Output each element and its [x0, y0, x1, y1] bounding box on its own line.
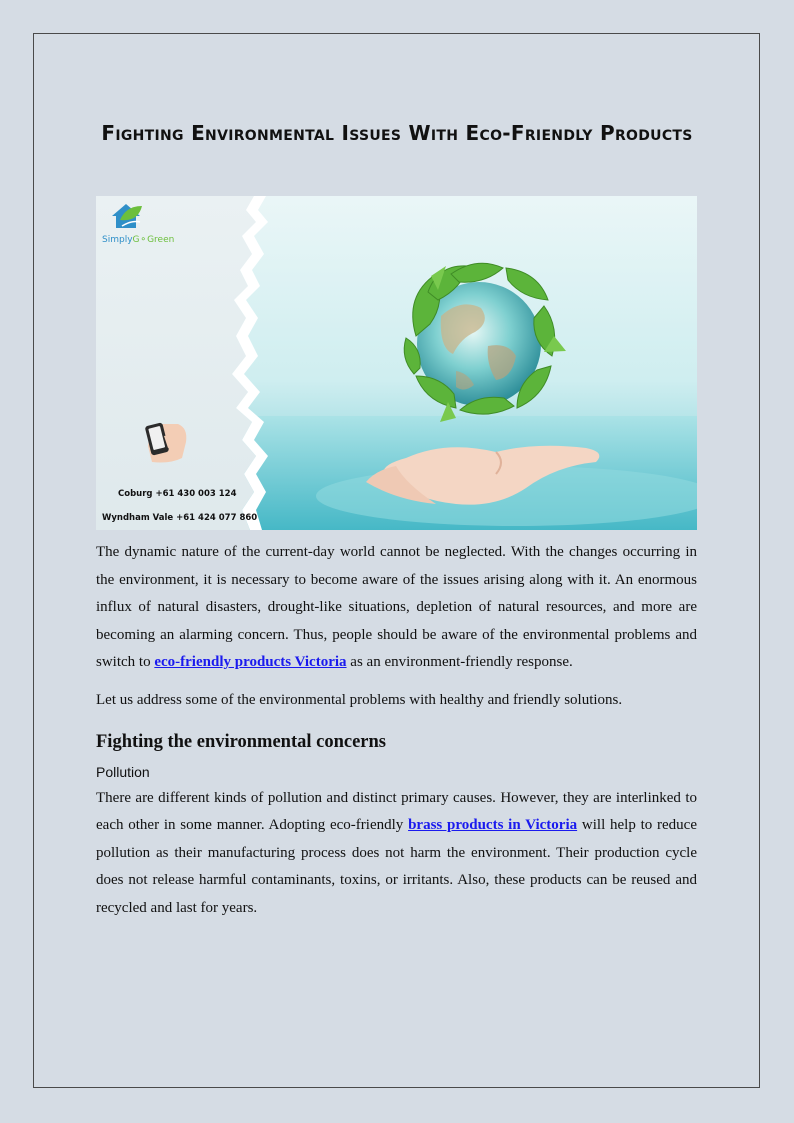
brand-logo-text: SimplyG⚬Green — [102, 235, 175, 245]
section-heading: Fighting the environmental concerns — [96, 731, 386, 752]
pollution-subheading: Pollution — [96, 763, 150, 780]
article-body — [96, 539, 697, 923]
address-paragraph: Let us address some of the environmental problems with healthy and friendly solutions. — [96, 691, 623, 708]
hero-banner — [96, 196, 697, 530]
phone-hand-icon — [145, 422, 187, 462]
eco-friendly-products-link[interactable]: eco-friendly products Victoria — [154, 654, 347, 671]
contact-coburg: Coburg +61 430 003 124 — [118, 489, 237, 499]
intro-paragraph: The dynamic nature of the current-day world cannot be neglected. With the changes occurring in the environment, it is necessary to become aware of the issues arising along with it. An enormous influx of natural disasters, drought-like situations, depletion of natural resources, and more are becoming an alarming concern. Thus, people should be aware of the environmental problems and switch to eco-friendly products Victoria as an environment-friendly response. — [96, 544, 697, 671]
brass-products-link[interactable]: brass products in Victoria — [408, 817, 578, 834]
page-title: Fighting Environmental Issues With Eco-Friendly Products — [101, 121, 693, 145]
contact-wyndham-vale: Wyndham Vale +61 424 077 860 — [102, 513, 258, 523]
pollution-paragraph: There are different kinds of pollution and distinct primary causes. However, they are interlinked to each other in some manner. Adopting eco-friendly brass products in Victoria will help to reduce pollution as their manufacturing process does not harm the environment. Their production cycle does not release harmful contaminants, toxins, or irritants. Also, these products can be reused and recycled and last for years. — [96, 789, 698, 916]
